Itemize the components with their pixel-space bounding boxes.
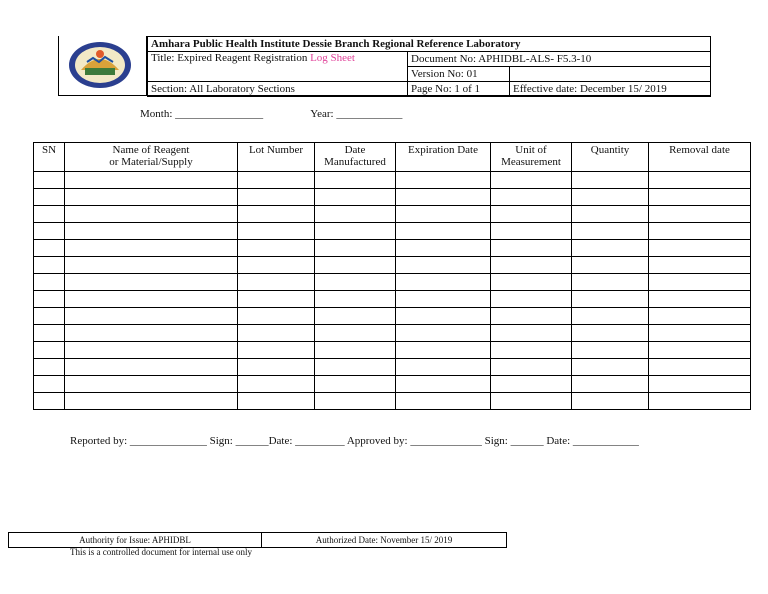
table-cell[interactable] [396,274,491,291]
table-cell[interactable] [34,172,65,189]
table-cell[interactable] [315,172,396,189]
table-cell[interactable] [649,223,751,240]
table-cell[interactable] [649,359,751,376]
table-row [34,342,751,359]
table-cell[interactable] [491,206,572,223]
table-cell[interactable] [491,189,572,206]
header-table [147,36,711,97]
col-expiration: Expiration Date [396,143,491,172]
table-cell[interactable] [572,342,649,359]
table-cell[interactable] [572,291,649,308]
document-title: Title: Expired Reagent Registration Log Sheet [148,52,408,82]
table-cell[interactable] [34,223,65,240]
table-cell[interactable] [34,359,65,376]
table-cell[interactable] [238,325,315,342]
table-cell[interactable] [238,172,315,189]
table-cell[interactable] [238,359,315,376]
table-cell[interactable] [396,308,491,325]
document-number: Document No: APHIDBL-ALS- F5.3-10 [408,52,711,67]
page-number: Page No: 1 of 1 [408,82,510,97]
blank-cell [510,67,711,82]
table-cell[interactable] [396,172,491,189]
table-cell[interactable] [65,376,238,393]
table-cell[interactable] [238,308,315,325]
effective-date: Effective date: December 15/ 2019 [510,82,711,97]
table-cell[interactable] [572,393,649,410]
institute-seal-icon [67,40,133,90]
table-cell[interactable] [238,240,315,257]
table-cell[interactable] [491,223,572,240]
col-unit: Unit of Measurement [491,143,572,172]
table-body [34,172,751,410]
table-row [34,257,751,274]
table-cell[interactable] [315,291,396,308]
table-row [34,359,751,376]
table-cell[interactable] [315,308,396,325]
table-cell[interactable] [572,308,649,325]
table-cell[interactable] [65,274,238,291]
table-cell[interactable] [238,257,315,274]
table-cell[interactable] [34,342,65,359]
table-cell[interactable] [65,240,238,257]
table-cell[interactable] [238,342,315,359]
table-row [34,172,751,189]
table-cell[interactable] [572,359,649,376]
table-cell[interactable] [238,206,315,223]
table-cell[interactable] [315,325,396,342]
table-cell[interactable] [65,308,238,325]
table-cell[interactable] [649,393,751,410]
table-cell[interactable] [34,308,65,325]
table-cell[interactable] [649,325,751,342]
table-cell[interactable] [315,274,396,291]
table-cell[interactable] [65,359,238,376]
table-row [34,291,751,308]
table-cell[interactable] [315,257,396,274]
table-cell[interactable] [491,376,572,393]
logo-cell [59,36,147,96]
month-field[interactable]: Month: ________________ [140,108,264,120]
table-cell[interactable] [34,274,65,291]
table-cell[interactable] [65,325,238,342]
table-cell[interactable] [649,189,751,206]
table-cell[interactable] [315,206,396,223]
table-cell[interactable] [572,257,649,274]
table-cell[interactable] [34,206,65,223]
table-cell[interactable] [396,240,491,257]
table-cell[interactable] [65,223,238,240]
table-cell[interactable] [65,172,238,189]
table-cell[interactable] [572,172,649,189]
col-lot: Lot Number [238,143,315,172]
table-cell[interactable] [34,257,65,274]
year-field[interactable]: Year: ____________ [310,108,403,120]
table-cell[interactable] [238,291,315,308]
table-cell[interactable] [315,359,396,376]
table-cell[interactable] [65,257,238,274]
table-cell[interactable] [34,325,65,342]
table-row [34,189,751,206]
table-cell[interactable] [65,189,238,206]
table-row [34,325,751,342]
table-cell[interactable] [34,189,65,206]
table-cell[interactable] [649,342,751,359]
table-cell[interactable] [572,376,649,393]
table-cell[interactable] [238,223,315,240]
col-sn: SN [34,143,65,172]
table-cell[interactable] [315,342,396,359]
table-cell[interactable] [491,342,572,359]
table-cell[interactable] [649,274,751,291]
table-cell[interactable] [396,291,491,308]
table-cell[interactable] [396,342,491,359]
table-cell[interactable] [315,376,396,393]
table-cell[interactable] [491,240,572,257]
institute-name: Amhara Public Health Institute Dessie Branch Regional Reference Laboratory [148,37,711,52]
table-cell[interactable] [238,393,315,410]
table-header-row [34,143,751,172]
document-header [58,36,710,96]
table-row [34,376,751,393]
table-row [34,308,751,325]
table-cell[interactable] [649,172,751,189]
authorized-date: Authorized Date: November 15/ 2019 [262,533,507,548]
table-cell[interactable] [649,206,751,223]
table-cell[interactable] [491,274,572,291]
table-row [34,223,751,240]
table-cell[interactable] [315,240,396,257]
table-cell[interactable] [238,189,315,206]
table-cell[interactable] [65,291,238,308]
col-removal: Removal date [649,143,751,172]
title-highlight: Log Sheet [310,52,355,64]
table-cell[interactable] [649,308,751,325]
table-cell[interactable] [315,393,396,410]
table-cell[interactable] [491,325,572,342]
table-cell[interactable] [396,376,491,393]
table-cell[interactable] [649,291,751,308]
table-cell[interactable] [65,393,238,410]
table-cell[interactable] [491,172,572,189]
table-cell[interactable] [34,393,65,410]
table-cell[interactable] [491,393,572,410]
table-cell[interactable] [649,257,751,274]
table-cell[interactable] [315,223,396,240]
table-cell[interactable] [649,376,751,393]
table-cell[interactable] [238,376,315,393]
reagent-log-table [33,142,751,410]
table-cell[interactable] [396,257,491,274]
controlled-document-note: This is a controlled document for internal use only [70,547,252,557]
table-cell[interactable] [396,223,491,240]
month-year-line [140,108,402,120]
table-cell[interactable] [572,325,649,342]
table-row [34,240,751,257]
table-cell[interactable] [396,325,491,342]
table-cell[interactable] [491,257,572,274]
table-cell[interactable] [34,240,65,257]
table-row [34,274,751,291]
table-cell[interactable] [649,240,751,257]
table-cell[interactable] [238,274,315,291]
col-name: Name of Reagent or Material/Supply [65,143,238,172]
version-number: Version No: 01 [408,67,510,82]
table-cell[interactable] [572,240,649,257]
table-cell[interactable] [572,189,649,206]
table-cell[interactable] [491,308,572,325]
footer-table [8,532,507,548]
col-manufactured: Date Manufactured [315,143,396,172]
table-cell[interactable] [315,189,396,206]
table-row [34,206,751,223]
table-cell[interactable] [396,189,491,206]
table-cell[interactable] [65,206,238,223]
table-cell[interactable] [491,291,572,308]
table-cell[interactable] [572,223,649,240]
table-row [34,393,751,410]
table-cell[interactable] [396,359,491,376]
authority-for-issue: Authority for Issue: APHIDBL [9,533,262,548]
table-cell[interactable] [572,274,649,291]
table-cell[interactable] [34,291,65,308]
table-cell[interactable] [65,342,238,359]
table-cell[interactable] [396,206,491,223]
section-label: Section: All Laboratory Sections [148,82,408,97]
table-cell[interactable] [34,376,65,393]
table-cell[interactable] [572,206,649,223]
signature-line[interactable]: Reported by: ______________ Sign: ______Date: _________ Approved by: _____________ Sign: ______ Date: ____________ [70,435,639,447]
table-cell[interactable] [491,359,572,376]
table-cell[interactable] [396,393,491,410]
col-quantity: Quantity [572,143,649,172]
